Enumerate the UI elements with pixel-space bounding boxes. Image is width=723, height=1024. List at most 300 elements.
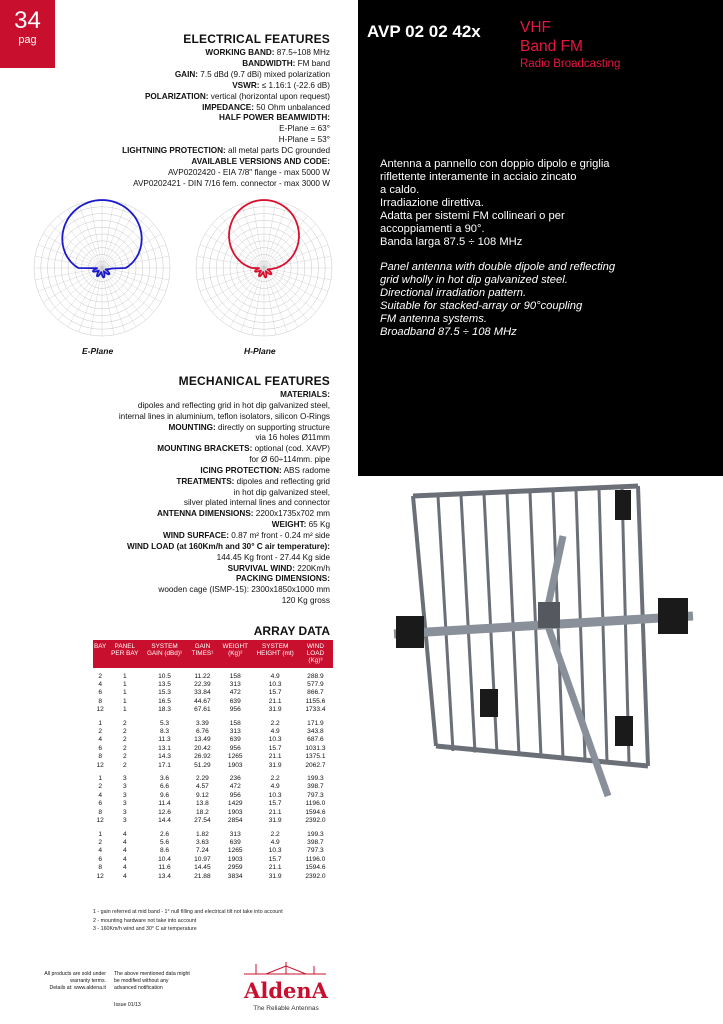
table-cell: 1375.1 — [305, 753, 326, 761]
spec-value: 65 Kg — [306, 520, 330, 530]
tower-icon — [244, 962, 326, 974]
page-label: pag — [18, 34, 37, 46]
spec-line — [122, 124, 330, 135]
electrical-title: ELECTRICAL FEATURES — [183, 32, 330, 46]
spec-line — [10, 574, 330, 585]
table-row — [93, 762, 333, 770]
table-row — [93, 775, 333, 783]
spec-value: directly on supporting structure — [215, 422, 330, 432]
array-table-header — [93, 640, 333, 668]
description-english — [380, 261, 700, 339]
table-cell: 4.9 — [270, 728, 280, 736]
table-row — [93, 745, 333, 753]
description-line: Panel antenna with double dipole and reflecting — [380, 261, 616, 273]
spec-line — [10, 509, 330, 520]
description-line: riflettente interamente in acciaio zincato — [380, 171, 577, 183]
table-cell: 3 — [122, 808, 127, 816]
spec-value: E-Plane = 63° — [279, 124, 330, 134]
array-column-header: PANEL PER BAY — [107, 640, 142, 668]
table-cell: 1903 — [227, 761, 243, 769]
table-cell: 2 — [98, 783, 102, 791]
table-row — [93, 720, 333, 728]
spec-line — [10, 498, 330, 509]
table-cell: 1.82 — [195, 830, 209, 838]
spec-key: BANDWIDTH: — [242, 58, 296, 68]
table-cell: 1 — [122, 689, 127, 697]
spec-key: ANTENNA DIMENSIONS: — [156, 509, 254, 519]
mechanical-section — [10, 374, 330, 607]
spec-line — [122, 113, 330, 124]
array-data-table — [93, 640, 333, 881]
table-cell: 3.39 — [195, 719, 209, 727]
table-cell: 1 — [122, 681, 127, 689]
table-cell: 13.5 — [158, 681, 171, 689]
spec-key: PACKING DIMENSIONS: — [235, 574, 330, 584]
table-row — [93, 689, 333, 697]
table-cell: 1 — [98, 830, 102, 838]
table-cell: 8.3 — [159, 728, 170, 736]
spec-key: SURVIVAL WIND: — [227, 563, 295, 573]
table-cell: 44.67 — [194, 697, 211, 705]
table-cell: 313 — [229, 830, 241, 838]
array-note: 2 - mounting hardware not take into account — [93, 917, 197, 924]
table-cell: 2959 — [227, 864, 243, 872]
table-row — [93, 847, 333, 855]
table-cell: 199.3 — [307, 830, 324, 838]
table-cell: 6 — [98, 744, 102, 752]
aldena-logo — [226, 960, 346, 1016]
table-row — [93, 817, 333, 825]
table-cell: 2.2 — [270, 775, 280, 783]
spec-line — [10, 542, 330, 553]
table-row — [93, 873, 333, 881]
spec-line — [10, 553, 330, 564]
table-cell: 398.7 — [307, 838, 324, 846]
band-title — [520, 18, 583, 56]
array-note: 3 - 160Km/h wind and 30° C air temperature — [93, 926, 197, 932]
page-number: 34 — [14, 7, 41, 34]
table-cell: 15.3 — [158, 689, 171, 697]
spec-line — [10, 520, 330, 531]
spec-value: 220Km/h — [294, 563, 330, 573]
spec-value: 0.87 m² front - 0.24 m² side — [228, 530, 330, 540]
table-cell: 1733.4 — [305, 706, 326, 714]
spec-line — [122, 168, 330, 179]
notice-line: The above mentioned data might — [114, 971, 190, 977]
spec-key: WIND LOAD (at 160Km/h and 30° C air temperature): — [127, 541, 330, 551]
issue-number: Issue 01/13 — [114, 1002, 141, 1008]
table-cell: 4 — [122, 847, 127, 855]
spec-value: 120 Kg gross — [281, 596, 330, 606]
table-cell: 15.7 — [268, 800, 282, 808]
spec-value: via 16 holes Ø11mm — [255, 433, 330, 443]
table-cell: 2 — [98, 672, 102, 680]
table-cell: 3 — [122, 817, 127, 825]
table-cell: 236 — [229, 775, 241, 783]
table-cell: 8 — [98, 808, 102, 816]
description-line: Directional irradiation pattern. — [380, 287, 527, 299]
spec-line — [122, 48, 330, 59]
warranty-line: warranty terms. — [70, 978, 106, 984]
description-line: Banda larga 87.5 ÷ 108 MHz — [380, 236, 523, 248]
table-cell: 11.6 — [158, 864, 171, 872]
table-cell: 14.45 — [194, 864, 211, 872]
table-cell: 4 — [98, 847, 102, 855]
table-cell: 16.5 — [158, 697, 171, 705]
spec-line — [10, 585, 330, 596]
spec-value: AVP0202421 - DIN 7/16 fem. connector - max 3000 W — [133, 178, 330, 188]
table-row — [93, 783, 333, 791]
table-cell: 10.3 — [268, 681, 282, 689]
table-cell: 13.4 — [158, 872, 171, 880]
table-cell: 9.6 — [159, 791, 170, 799]
table-cell: 2 — [122, 728, 127, 736]
table-cell: 1 — [122, 706, 127, 714]
table-cell: 4.9 — [270, 783, 280, 791]
electrical-spec-list — [122, 48, 330, 190]
table-cell: 4 — [98, 736, 102, 744]
table-cell: 313 — [229, 681, 241, 689]
table-cell: 639 — [229, 838, 241, 846]
table-cell: 4 — [122, 855, 127, 863]
spec-line — [122, 70, 330, 81]
spec-value: dipoles and reflecting grid — [234, 476, 330, 486]
spec-line — [122, 146, 330, 157]
table-cell: 21.88 — [194, 872, 211, 880]
spec-value: for Ø 60÷114mm. pipe — [249, 455, 330, 465]
array-table-body — [93, 668, 333, 881]
application-label: Radio Broadcasting — [520, 58, 621, 70]
table-cell: 4 — [122, 838, 127, 846]
table-row — [93, 681, 333, 689]
table-cell: 1903 — [227, 808, 243, 816]
warranty-line: All products are sold under — [44, 971, 106, 977]
array-column-header: BAY — [93, 640, 107, 668]
table-cell: 20.42 — [194, 744, 211, 752]
table-cell: 8 — [98, 753, 102, 761]
table-cell: 797.3 — [307, 791, 324, 799]
table-cell: 956 — [229, 791, 241, 799]
table-cell: 687.6 — [307, 736, 324, 744]
page-number-box — [0, 0, 55, 68]
table-cell: 171.9 — [307, 719, 324, 727]
table-row — [93, 856, 333, 864]
spec-value: 7.5 dBd (9.7 dBi) mixed polarization — [198, 69, 330, 79]
description-line: FM antenna systems. — [380, 313, 487, 325]
table-row — [93, 864, 333, 872]
table-cell: 797.3 — [307, 847, 324, 855]
table-cell: 10.3 — [268, 847, 282, 855]
table-cell: 18.3 — [158, 706, 171, 714]
spec-key: WORKING BAND: — [205, 48, 275, 57]
table-row — [93, 698, 333, 706]
description-line: Antenna a pannello con doppio dipolo e griglia — [380, 158, 610, 170]
spec-value: H-Plane = 53° — [278, 135, 330, 145]
table-cell: 2 — [98, 728, 102, 736]
table-cell: 21.1 — [268, 753, 282, 761]
spec-value: FM band — [295, 58, 330, 68]
table-cell: 4.9 — [270, 672, 280, 680]
spec-value: 144.45 Kg front - 27.44 Kg side — [216, 552, 330, 562]
table-cell: 17.1 — [158, 761, 171, 769]
band-line-1: VHF — [520, 19, 551, 36]
description-line: a caldo. — [380, 184, 420, 196]
table-cell: 15.7 — [268, 744, 282, 752]
table-cell: 2392.0 — [305, 817, 326, 825]
spec-key: TREATMENTS: — [176, 476, 235, 486]
table-cell: 15.7 — [268, 855, 282, 863]
table-cell: 4 — [98, 791, 102, 799]
spec-value: silver plated internal lines and connector — [183, 498, 330, 508]
spec-key: LIGHTNING PROTECTION: — [122, 146, 226, 156]
spec-line — [10, 564, 330, 575]
table-cell: 158 — [229, 672, 241, 680]
table-cell: 10.3 — [268, 736, 282, 744]
notice-line: be modified without any — [114, 978, 169, 984]
table-cell: 1196.0 — [305, 800, 326, 808]
left-column — [0, 0, 358, 1024]
table-cell: 1196.0 — [305, 855, 326, 863]
spec-key: MOUNTING: — [168, 422, 216, 432]
logo-tagline: The Reliable Antennas — [253, 1005, 319, 1012]
spec-line — [122, 92, 330, 103]
table-row — [93, 839, 333, 847]
table-cell: 5.6 — [159, 838, 170, 846]
table-cell: 956 — [229, 706, 241, 714]
e-plane-grid — [34, 200, 170, 336]
spec-value: vertical (horizontal upon request) — [208, 91, 330, 101]
spec-line — [10, 401, 330, 412]
array-column-header: GAIN TIMES¹ — [187, 640, 218, 668]
table-cell: 12 — [96, 872, 104, 880]
table-cell: 18.2 — [195, 808, 209, 816]
table-cell: 3.6 — [159, 775, 170, 783]
spec-value: all metal parts DC grounded — [225, 146, 330, 156]
table-cell: 2062.7 — [305, 761, 326, 769]
spec-value: internal lines in aluminium, teflon isolators, silicon O-Rings — [118, 411, 330, 421]
logo-wordmark: AldenA — [244, 978, 328, 1003]
spec-key: IMPEDANCE: — [202, 102, 254, 112]
table-row — [93, 831, 333, 839]
table-cell: 2 — [98, 838, 102, 846]
spec-key: POLARIZATION: — [144, 91, 209, 101]
table-row — [93, 753, 333, 761]
table-cell: 2 — [122, 736, 127, 744]
table-cell: 2.2 — [270, 719, 280, 727]
table-cell: 639 — [229, 736, 241, 744]
table-cell: 22.39 — [194, 681, 211, 689]
spec-key: VSWR: — [232, 80, 260, 90]
table-cell: 10.3 — [268, 791, 282, 799]
h-plane-label: H-Plane — [244, 346, 276, 356]
table-cell: 288.9 — [307, 672, 324, 680]
spec-key: HALF POWER BEAMWIDTH: — [219, 113, 330, 123]
description-line: Broadband 87.5 ÷ 108 MHz — [380, 326, 517, 338]
table-cell: 1031.3 — [305, 744, 326, 752]
table-cell: 199.3 — [307, 775, 324, 783]
table-cell: 1 — [122, 697, 127, 705]
table-cell: 15.7 — [268, 689, 282, 697]
spec-value: wooden cage (ISMP-15): 2300x1850x1000 mm — [158, 585, 330, 595]
spec-value: AVP0202420 - EIA 7/8" flange - max 5000 W — [167, 167, 330, 177]
array-column-header: SYSTEM HEIGHT (mt) — [252, 640, 297, 668]
table-cell: 1265 — [227, 753, 243, 761]
table-cell: 4 — [122, 872, 127, 880]
description-line: Suitable for stacked-array or 90°coupling — [380, 300, 583, 312]
spec-key: AVAILABLE VERSIONS AND CODE: — [191, 157, 330, 167]
spec-value: in hot dip galvanized steel, — [233, 487, 330, 497]
table-cell: 2 — [122, 761, 127, 769]
h-plane-grid — [196, 200, 332, 336]
table-cell: 12 — [96, 817, 104, 825]
e-plane-label: E-Plane — [82, 346, 114, 356]
table-cell: 3.63 — [195, 838, 209, 846]
array-column-header: SYSTEM GAIN (dBd)¹ — [142, 640, 186, 668]
table-cell: 21.1 — [268, 864, 282, 872]
table-cell: 12.6 — [158, 808, 171, 816]
table-cell: 3 — [122, 791, 127, 799]
spec-line — [122, 135, 330, 146]
electrical-section — [122, 32, 330, 190]
spec-key: MOUNTING BRACKETS: — [157, 444, 253, 454]
spec-line — [10, 488, 330, 499]
mechanical-spec-list — [10, 390, 330, 607]
table-cell: 13.8 — [195, 800, 209, 808]
table-cell: 13.1 — [158, 744, 171, 752]
table-cell: 4 — [122, 864, 127, 872]
description-line: Adatta per sistemi FM collineari o per — [380, 210, 565, 222]
table-cell: 5.3 — [159, 719, 170, 727]
spec-key: MATERIALS: — [280, 390, 330, 399]
table-cell: 31.9 — [268, 706, 282, 714]
table-cell: 6 — [98, 800, 102, 808]
table-row — [93, 792, 333, 800]
table-cell: 6.76 — [195, 728, 209, 736]
h-plane-pattern — [188, 196, 340, 340]
table-cell: 1903 — [227, 855, 243, 863]
table-cell: 6 — [98, 855, 102, 863]
spec-line — [122, 157, 330, 168]
table-cell: 3 — [122, 783, 127, 791]
table-cell: 31.9 — [268, 872, 282, 880]
table-cell: 1265 — [227, 847, 243, 855]
table-cell: 8 — [98, 697, 102, 705]
table-cell: 1594.6 — [305, 864, 326, 872]
spec-line — [10, 412, 330, 423]
table-row — [93, 706, 333, 714]
table-row — [93, 736, 333, 744]
table-cell: 2 — [122, 753, 127, 761]
table-cell: 11.3 — [158, 736, 171, 744]
table-cell: 1 — [122, 672, 127, 680]
spec-key: WEIGHT: — [271, 520, 307, 530]
table-cell: 2 — [122, 744, 127, 752]
spec-line — [122, 103, 330, 114]
table-cell: 577.9 — [307, 681, 324, 689]
table-cell: 10.5 — [158, 672, 171, 680]
table-cell: 14.3 — [158, 753, 171, 761]
table-cell: 12 — [96, 761, 104, 769]
table-cell: 13.49 — [194, 736, 211, 744]
table-cell: 639 — [229, 697, 241, 705]
product-code: AVP 02 02 42x — [367, 22, 481, 41]
table-cell: 343.8 — [307, 728, 324, 736]
notice-note — [114, 971, 206, 992]
spec-value: dipoles and reflecting grid in hot dip galvanized steel, — [137, 400, 330, 410]
table-cell: 3834 — [227, 872, 243, 880]
table-cell: 866.7 — [307, 689, 324, 697]
table-cell: 67.61 — [194, 706, 211, 714]
table-cell: 398.7 — [307, 783, 324, 791]
table-cell: 11.22 — [194, 672, 211, 680]
array-data-title: ARRAY DATA — [253, 624, 330, 638]
band-line-2: Band FM — [520, 38, 583, 55]
antenna-photo — [358, 476, 723, 1024]
table-cell: 31.9 — [268, 817, 282, 825]
spec-line — [10, 596, 330, 607]
warranty-line: Details at: www.aldena.it — [49, 985, 106, 991]
table-cell: 21.1 — [268, 808, 282, 816]
spec-line — [122, 81, 330, 92]
table-cell: 14.4 — [158, 817, 171, 825]
table-cell: 1594.6 — [305, 808, 326, 816]
table-cell: 9.12 — [195, 791, 209, 799]
spec-line — [122, 59, 330, 70]
table-cell: 1 — [98, 719, 102, 727]
table-cell: 2854 — [227, 817, 243, 825]
table-row — [93, 728, 333, 736]
e-plane-pattern — [26, 196, 178, 340]
spec-value: ≤ 1.16:1 (-22.6 dB) — [259, 80, 330, 90]
spec-value: 87.5÷108 MHz — [274, 48, 330, 57]
table-cell: 4 — [122, 830, 127, 838]
table-cell: 3 — [122, 775, 127, 783]
table-cell: 10.97 — [194, 855, 211, 863]
spec-value: 2200x1735x702 mm — [253, 509, 330, 519]
array-column-header: WIND LOAD (Kg)³ — [298, 640, 333, 668]
description-line: Irradiazione direttiva. — [380, 197, 484, 209]
array-note: 1 - gain referred at mid band - 1° null filling and electrical tilt not take into account — [93, 909, 283, 915]
table-cell: 12 — [96, 706, 104, 714]
table-cell: 313 — [229, 728, 241, 736]
table-row — [93, 809, 333, 817]
table-cell: 33.84 — [194, 689, 211, 697]
spec-line — [10, 390, 330, 401]
table-cell: 51.29 — [194, 761, 211, 769]
spec-key: GAIN: — [174, 69, 199, 79]
table-cell: 31.9 — [268, 761, 282, 769]
spec-key: ICING PROTECTION: — [200, 465, 282, 475]
spec-line — [10, 466, 330, 477]
spec-line — [122, 179, 330, 190]
table-row — [93, 800, 333, 808]
table-cell: 11.4 — [158, 800, 171, 808]
table-cell: 21.1 — [268, 697, 282, 705]
table-cell: 8 — [98, 864, 102, 872]
spec-key: WIND SURFACE: — [163, 530, 229, 540]
table-cell: 1155.6 — [305, 697, 326, 705]
table-cell: 8.6 — [159, 847, 170, 855]
table-cell: 26.92 — [194, 753, 211, 761]
table-cell: 4.57 — [195, 783, 209, 791]
description-line: grid wholly in hot dip galvanized steel. — [380, 274, 568, 286]
spec-line — [10, 433, 330, 444]
table-cell: 1429 — [227, 800, 243, 808]
spec-line — [10, 531, 330, 542]
spec-line — [10, 423, 330, 434]
spec-value: ABS radome — [281, 465, 330, 475]
table-cell: 472 — [229, 689, 241, 697]
